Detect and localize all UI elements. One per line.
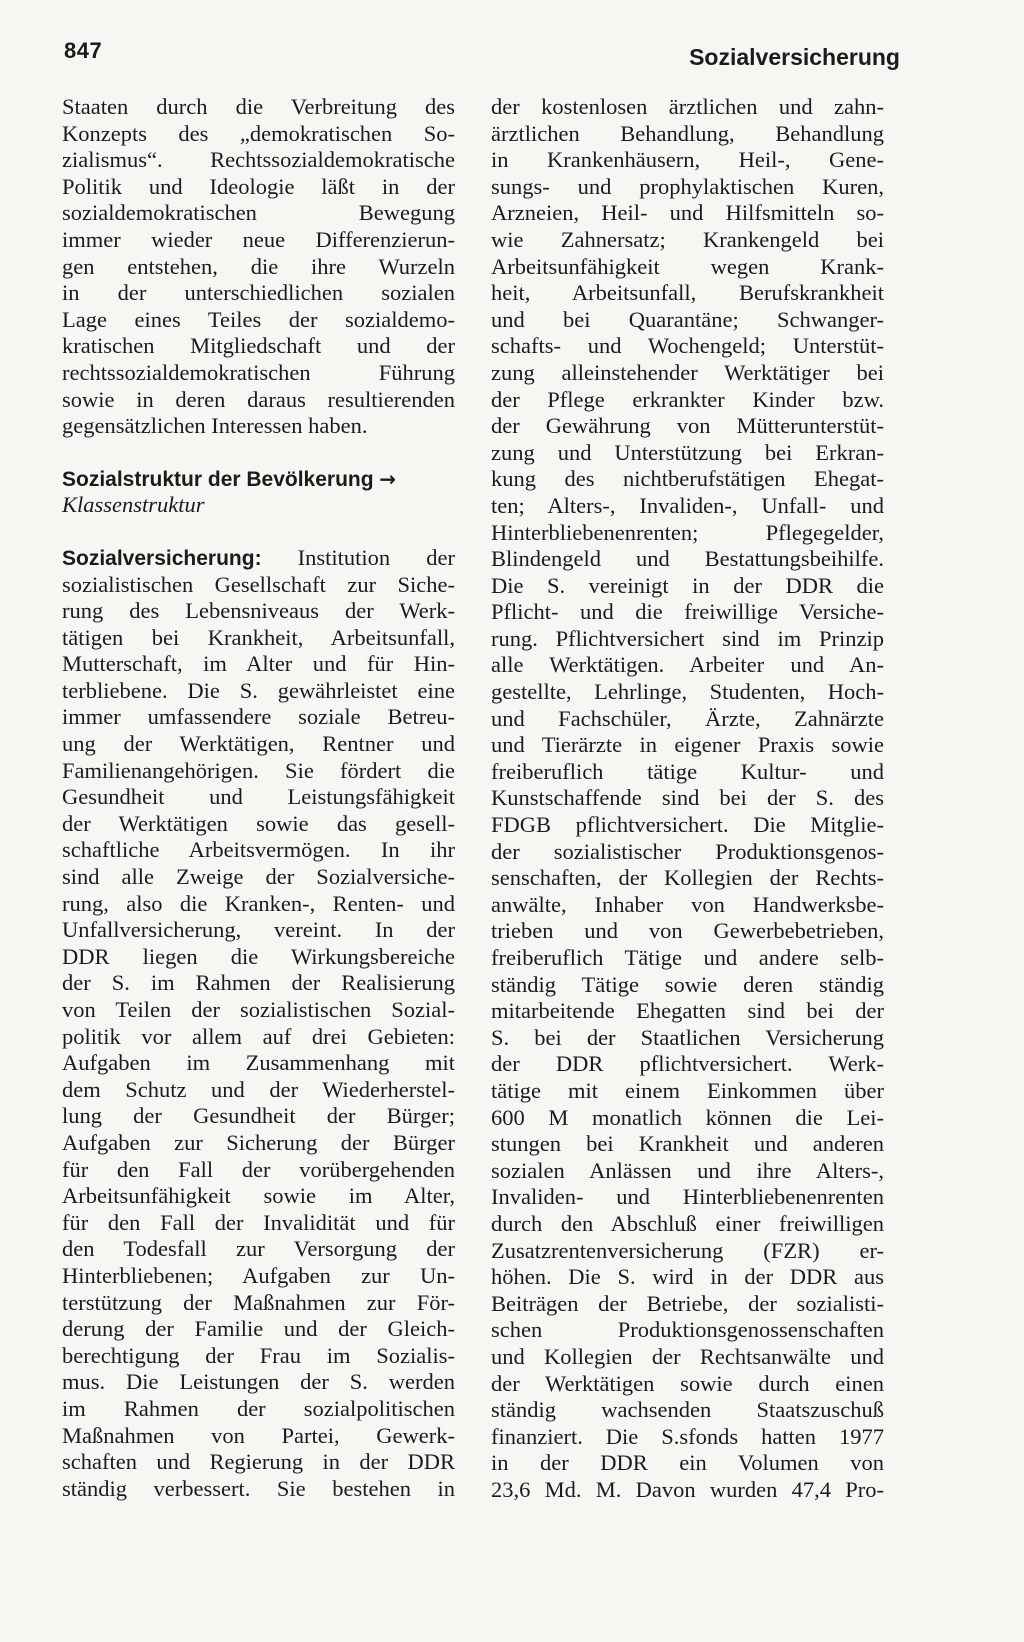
text-line: berechtigung der Frau im Sozialis- [62,1342,455,1368]
text-line: durch den Abschluß einer freiwilligen [491,1210,884,1236]
text-line: Lage eines Teiles der sozialdemo- [62,306,455,332]
left-column [62,94,455,1502]
text-line: zialismus“. Rechtssozialdemokratische [62,147,455,173]
cross-reference-target: Klassenstruktur [62,492,205,518]
text-line: S. bei der Staatlichen Versicherung [491,1024,884,1050]
headword-sozialstruktur: Sozialstruktur der Bevölkerung [62,467,374,491]
text-line: freiberuflich Tätige und andere selb- [491,945,884,970]
text-line: und Kollegien der Rechtsanwälte und [491,1343,884,1369]
text-line: Blindengeld und Bestattungsbeihilfe. [491,546,884,572]
text-line: sozialistischen Gesellschaft zur Siche- [62,571,455,597]
text-line: der Werktätigen sowie durch einen [491,1370,884,1396]
entry-body [62,572,455,1503]
text-line: schen Produktionsgenossenschaften [491,1317,884,1343]
entry-sozialstruktur [62,466,455,519]
text-line: Aufgaben im Zusammenhang mit [62,1050,455,1076]
text-line: rung, also die Kranken-, Renten- und [62,890,455,916]
text-line: dem Schutz und der Wiederherstel- [62,1076,455,1102]
text-line: von Teilen der sozialistischen Sozial- [62,997,455,1022]
text-line: in Krankenhäusern, Heil-, Gene- [491,147,884,173]
cross-reference-arrow-icon: → [379,466,396,491]
text-line: ung der Werktätigen, Rentner und [62,731,455,757]
text-line: gen entstehen, die ihre Wurzeln [62,253,455,279]
entry-heading-line [62,466,455,493]
text-line: immer wieder neue Differenzierun- [62,226,455,252]
text-line: 600 M monatlich können die Lei- [491,1104,884,1130]
text-line: tätigen bei Krankheit, Arbeitsunfall, [62,624,455,650]
text-line: ärztlichen Behandlung, Behandlung [491,120,884,146]
entry-body-continued [491,94,884,1503]
text-line: der Pflege erkrankter Kinder bzw. [491,386,884,412]
text-line: der kostenlosen ärztlichen und zahn- [491,94,884,119]
text-line: in der DDR ein Volumen von [491,1450,884,1476]
text-line: gegensätzlichen Interessen haben. [62,413,368,439]
text-line: wie Zahnersatz; Krankengeld bei [491,226,884,252]
text-line: Hinterbliebenen; Aufgaben zur Un- [62,1262,455,1288]
text-line: freiberuflich tätige Kultur- und [491,758,884,784]
right-column [491,94,884,1503]
text-line: ständig wachsenden Staatszuschuß [491,1397,884,1423]
text-line: ten; Alters-, Invaliden-, Unfall- und [491,492,884,518]
text-line: sind alle Zweige der Sozialversiche- [62,864,455,890]
text-line: kratischen Mitgliedschaft und der [62,333,455,359]
text-line: der Gewährung von Mütterunterstüt- [491,413,884,439]
text-line: zung alleinstehender Werktätiger bei [491,359,884,385]
text-line: Beiträgen der Betriebe, der sozialisti- [491,1290,884,1316]
text-line: gestellte, Lehrlinge, Studenten, Hoch- [491,679,884,705]
text-line: Arzneien, Heil- und Hilfsmitteln so- [491,200,884,226]
page-number: 847 [64,38,103,63]
text-line: kung des nichtberufstätigen Ehegat- [491,466,884,492]
entry-sozialversicherung [62,545,455,1502]
text-line: Arbeitsunfähigkeit wegen Krank- [491,253,884,279]
text-line: sowie in deren daraus resultierenden [62,386,455,412]
text-line: sozialen Anlässen und ihre Alters-, [491,1157,884,1183]
text-line: Politik und Ideologie läßt in der [62,173,455,199]
text-line: rung. Pflichtversichert sind im Prinzip [491,625,884,651]
text-line: terbliebene. Die S. gewährleistet eine [62,677,455,703]
text-line: und bei Quarantäne; Schwanger- [491,306,884,332]
entry-first-line [62,545,455,572]
text-line: DDR liegen die Wirkungsbereiche [62,943,455,969]
text-line: politik vor allem auf drei Gebieten: [62,1023,455,1049]
text-line: schaftliche Arbeitsvermögen. In ihr [62,837,455,863]
text-line: rung des Lebensniveaus der Werk- [62,598,455,624]
text-line: der Werktätigen sowie das gesell- [62,810,455,836]
text-line: zung und Unterstützung bei Erkran- [491,439,884,465]
text-line: für den Fall der Invalidität und für [62,1209,455,1235]
text-line: Familienangehörigen. Sie fördert die [62,757,455,783]
text-line: im Rahmen der sozialpolitischen [62,1395,455,1421]
text-line: heit, Arbeitsunfall, Berufskrankheit [491,280,884,306]
text-line: Die S. vereinigt in der DDR die [491,572,884,598]
text-line: stungen bei Krankheit und anderen [491,1131,884,1157]
text-line: Aufgaben zur Sicherung der Bürger [62,1129,455,1155]
text-line: tätige mit einem Einkommen über [491,1077,884,1103]
text-line: immer umfassendere soziale Betreu- [62,704,455,730]
text-line: anwälte, Inhaber von Handwerksbe- [491,891,884,917]
text-line: für den Fall der vorübergehenden [62,1156,455,1182]
text-line: Mutterschaft, im Alter und für Hin- [62,651,455,677]
text-line: in der unterschiedlichen sozialen [62,280,455,306]
text-line: Kunstschaffende sind bei der S. des [491,785,884,811]
text-line: mitarbeitende Ehegatten sind bei der [491,998,884,1024]
text-line: Maßnahmen von Partei, Gewerk- [62,1422,455,1448]
text-line: den Todesfall zur Versorgung der [62,1236,455,1262]
text-line: schafts- und Wochengeld; Unterstüt- [491,333,884,359]
text-line: Pflicht- und die freiwillige Versiche- [491,599,884,625]
text-line: der sozialistischer Produktionsgenos- [491,838,884,864]
text-line: Staaten durch die Verbreitung des [62,94,455,119]
text-line: Gesundheit und Leistungsfähigkeit [62,784,455,810]
text-line: derung der Familie und der Gleich- [62,1316,455,1342]
text-line: 23,6 Md. M. Davon wurden 47,4 Pro- [491,1476,884,1502]
text-line: senschaften, der Kollegien der Rechts- [491,865,884,891]
text-line: rechtssozialdemokratischen Führung [62,359,455,385]
paragraph-continuation [62,94,455,440]
text-line: der DDR pflichtversichert. Werk- [491,1051,884,1077]
text-line: trieben und von Gewerbebetrieben, [491,918,884,944]
text-line: alle Werktätigen. Arbeiter und An- [491,652,884,678]
definition-start: Institution der [297,544,456,570]
running-head: Sozialversicherung [689,44,900,70]
text-line: Arbeitsunfähigkeit sowie im Alter, [62,1183,455,1209]
text-line: finanziert. Die S.sfonds hatten 1977 [491,1423,884,1449]
text-line: höhen. Die S. wird in der DDR aus [491,1264,884,1290]
headword-sozialversicherung: Sozialversicherung: [62,546,262,570]
text-line: lung der Gesundheit der Bürger; [62,1103,455,1129]
text-line: mus. Die Leistungen der S. werden [62,1369,455,1395]
text-line: schaften und Regierung in der DDR [62,1449,455,1475]
text-line: und Tierärzte in eigener Praxis sowie [491,732,884,758]
text-line: Zusatzrentenversicherung (FZR) er- [491,1237,884,1263]
text-line: Invaliden- und Hinterbliebenenrenten [491,1184,884,1210]
text-line: Unfallversicherung, vereint. In der [62,917,455,943]
text-line: FDGB pflichtversichert. Die Mitglie- [491,812,884,838]
text-line: ständig verbessert. Sie bestehen in [62,1475,455,1501]
text-line: und Fachschüler, Ärzte, Zahnärzte [491,705,884,731]
text-line: sozialdemokratischen Bewegung [62,200,455,226]
text-line: Hinterbliebenenrenten; Pflegegelder, [491,519,884,545]
text-line: der S. im Rahmen der Realisierung [62,970,455,996]
text-line: terstützung der Maßnahmen zur För- [62,1289,455,1315]
text-line: sungs- und prophylaktischen Kuren, [491,173,884,199]
text-line: ständig Tätige sowie deren ständig [491,971,884,997]
text-line: Konzepts des „demokratischen So- [62,120,455,146]
